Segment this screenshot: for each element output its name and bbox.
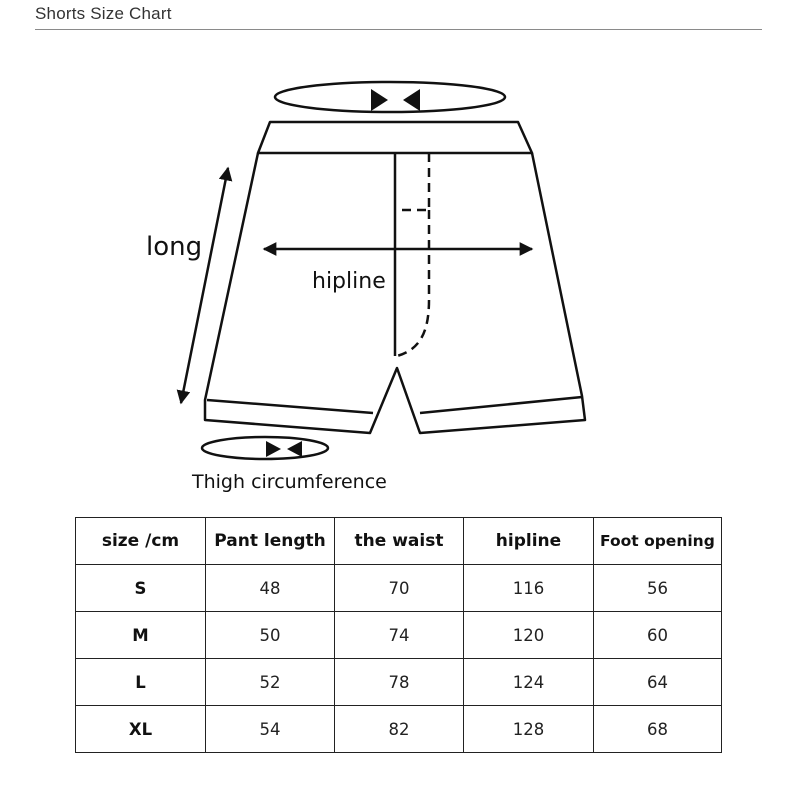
table-row <box>76 612 722 659</box>
hipline-cell: 120 <box>464 612 594 659</box>
hipline-cell: 124 <box>464 659 594 706</box>
header-pant-length: Pant length <box>206 518 335 565</box>
waist-cell: 78 <box>335 659 464 706</box>
thigh-label: Thigh circumference <box>192 471 387 493</box>
foot-opening-cell: 60 <box>594 612 722 659</box>
table-row <box>76 565 722 612</box>
foot-opening-cell: 68 <box>594 706 722 753</box>
header-foot-opening: Foot opening <box>594 518 722 565</box>
foot-opening-cell: 64 <box>594 659 722 706</box>
pant-length-cell: 52 <box>206 659 335 706</box>
table-row <box>76 659 722 706</box>
hipline-cell: 116 <box>464 565 594 612</box>
pant-length-cell: 50 <box>206 612 335 659</box>
size-cell: L <box>76 659 206 706</box>
waist-cell: 82 <box>335 706 464 753</box>
foot-opening-cell: 56 <box>594 565 722 612</box>
pant-length-cell: 48 <box>206 565 335 612</box>
table-header-row <box>76 518 722 565</box>
hipline-label: hipline <box>312 269 386 294</box>
waist-cell: 74 <box>335 612 464 659</box>
length-measure-indicator <box>181 168 228 403</box>
long-label: long <box>146 232 203 262</box>
header-hipline: hipline <box>464 518 594 565</box>
size-table <box>75 517 722 753</box>
header-waist: the waist <box>335 518 464 565</box>
size-cell: S <box>76 565 206 612</box>
pant-length-cell: 54 <box>206 706 335 753</box>
waist-cell: 70 <box>335 565 464 612</box>
waist-measure-indicator <box>275 82 505 112</box>
size-cell: XL <box>76 706 206 753</box>
shorts-outline <box>205 122 585 433</box>
thigh-measure-indicator <box>202 437 328 459</box>
hipline-cell: 128 <box>464 706 594 753</box>
header-size: size /cm <box>76 518 206 565</box>
fly-stitching <box>397 153 429 356</box>
size-cell: M <box>76 612 206 659</box>
table-row <box>76 706 722 753</box>
chart-title: Shorts Size Chart <box>35 4 172 23</box>
